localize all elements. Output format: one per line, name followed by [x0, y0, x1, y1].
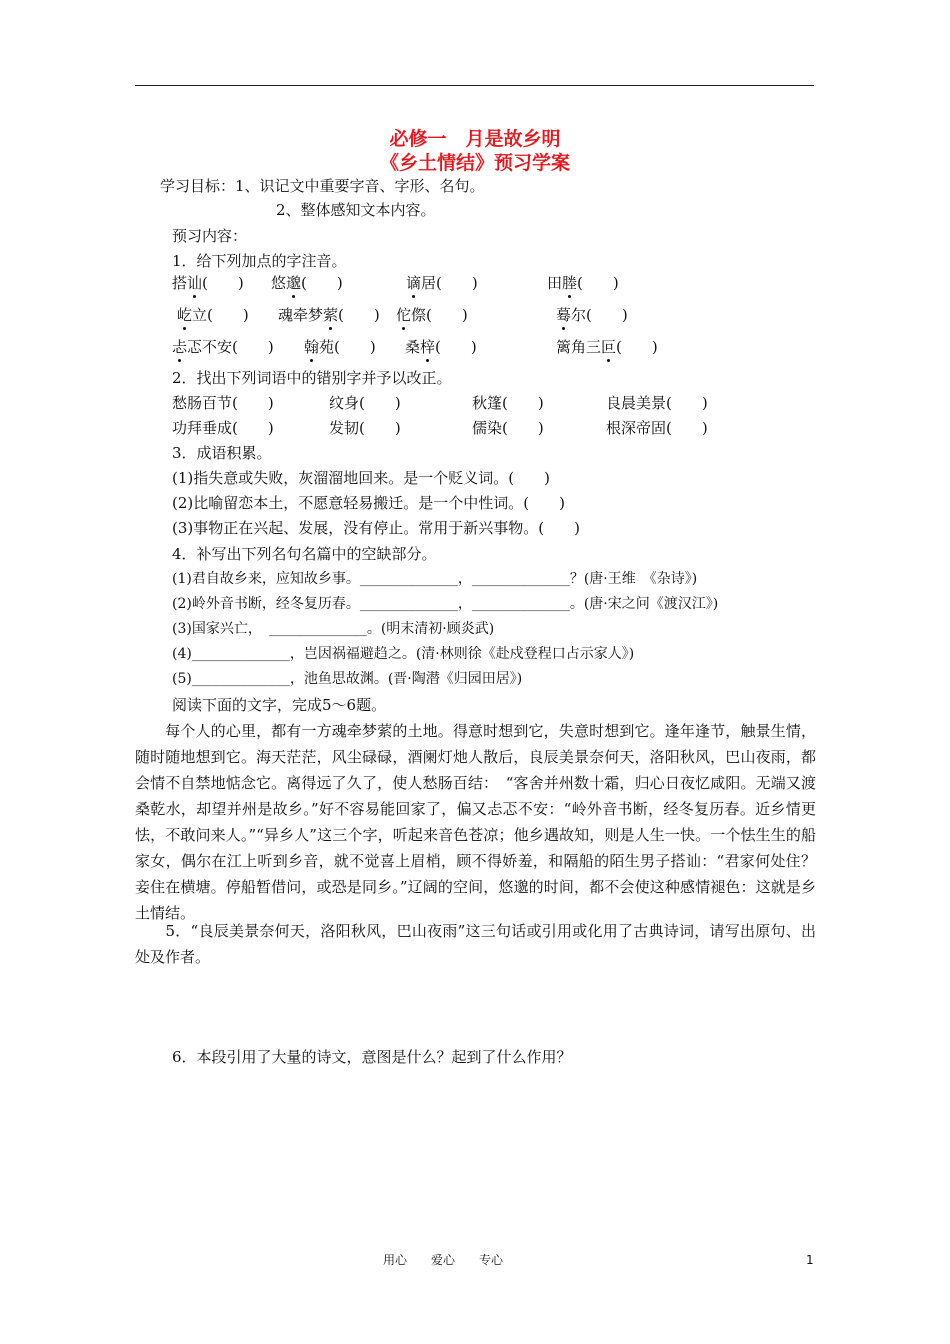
q4-item: (3)国家兴亡， ______________。(明末清初·顾炎武): [172, 621, 495, 637]
footer-text: 用心 爱心 专心: [383, 1253, 504, 1267]
q1-item: 翰苑( ): [304, 338, 376, 356]
q1-item: 屹立( ): [177, 306, 249, 324]
q2-item: 秋篷( ): [472, 394, 544, 412]
q2-item: 纹身( ): [329, 394, 401, 412]
page-number: 1: [806, 1253, 814, 1267]
q1-item: 忐忑不安( ): [172, 338, 274, 356]
q3-prompt: 3．成语积累。: [172, 444, 272, 462]
q1-item: 篱角三叵( ): [556, 338, 658, 356]
reading-intro: 阅读下面的文字，完成5～6题。: [172, 696, 387, 714]
q1-item: 桑梓( ): [405, 338, 477, 356]
doc-title-line2: 《乡土情结》预习学案: [379, 152, 570, 174]
goals-line2: 2、整体感知文本内容。: [276, 201, 436, 219]
q1-item: 魂牵梦萦( ): [278, 306, 380, 324]
q2-item: 发韧( ): [329, 419, 401, 437]
q4-item: (4)______________，岂因祸福避趋之。(清·林则徐《赴戍登程口占示家人》): [172, 646, 635, 662]
q4-item: (5)______________，池鱼思故渊。(晋·陶潜《归园田居》): [172, 671, 523, 687]
q1-item: 搭讪( ): [172, 274, 244, 292]
q4-item: (2)岭外音书断，经冬复历春。______________，______________。(唐·宋之问《渡汉江》): [172, 596, 719, 612]
q4-item: (1)君自故乡来，应知故乡事。______________，______________？(唐·王维 《杂诗》): [172, 571, 698, 587]
q1-item: 佗傺( ): [396, 306, 468, 324]
header-rule: [135, 85, 814, 86]
q2-item: 愁肠百节( ): [172, 394, 274, 412]
question-6: 6．本段引用了大量的诗文，意图是什么？起到了什么作用？: [172, 1048, 572, 1066]
q1-item: 谪居( ): [406, 274, 478, 292]
q2-item: 根深帝固( ): [606, 419, 708, 437]
q1-item: 悠邈( ): [271, 274, 343, 292]
preview-heading: 预习内容：: [172, 227, 248, 245]
doc-title-line1: 必修一 月是故乡明: [389, 128, 561, 150]
q3-item: (2)比喻留恋本土，不愿意轻易搬迁。是一个中性词。( ): [172, 494, 565, 512]
question-5: 5．“良辰美景奈何天，洛阳秋风，巴山夜雨”这三句话或引用或化用了古典诗词，请写出原句、出处及作者。: [135, 922, 816, 966]
q2-item: 功拜垂成( ): [172, 419, 274, 437]
q2-prompt: 2．找出下列词语中的错别字并予以改正。: [172, 369, 452, 387]
q4-prompt: 4．补写出下列名句名篇中的空缺部分。: [172, 545, 437, 563]
q3-item: (1)指失意或失败，灰溜溜地回来。是一个贬义词。( ): [172, 469, 550, 487]
q1-item: 蓦尔( ): [556, 306, 628, 324]
q1-item: 田塍( ): [547, 274, 619, 292]
q3-item: (3)事物正在兴起、发展，没有停止。常用于新兴事物。( ): [172, 519, 580, 537]
reading-passage: 每个人的心里，都有一方魂牵梦萦的土地。得意时想到它，失意时想到它。逢年逢节，触景生情，随时随地想到它。海天茫茫，风尘碌碌，酒阑灯灺人散后，良辰美景奈何天，洛阳秋风，巴山夜雨，都会情不自禁地惦念它。离得远了久了，使人愁肠百结： “客舍并州数十霜，归心日夜忆咸阳。无端又渡桑乾水，却望并州是故乡。”好不容易能回家了，偏又忐忑不安：“岭外音书断，经冬复历春。近乡情更怯，不敢问来人。”“异乡人”这三个字，听起来音色苍凉；他乡遇故知，则是人生一快。一个怯生生的船家女，偶尔在江上听到乡音，就不觉喜上眉梢，顾不得娇羞，和隔船的陌生男子搭讪：“君家何处住？妾住在横塘。停船暂借问，或恐是同乡。”辽阔的空间，悠邈的时间，都不会使这种感情褪色：这就是乡土情结。: [135, 722, 816, 922]
q2-item: 儒染( ): [472, 419, 544, 437]
q2-item: 良晨美景( ): [606, 394, 708, 412]
q1-prompt: 1．给下列加点的字注音。: [172, 252, 347, 270]
goals-line1: 学习目标：1、识记文中重要字音、字形、名句。: [160, 177, 485, 195]
